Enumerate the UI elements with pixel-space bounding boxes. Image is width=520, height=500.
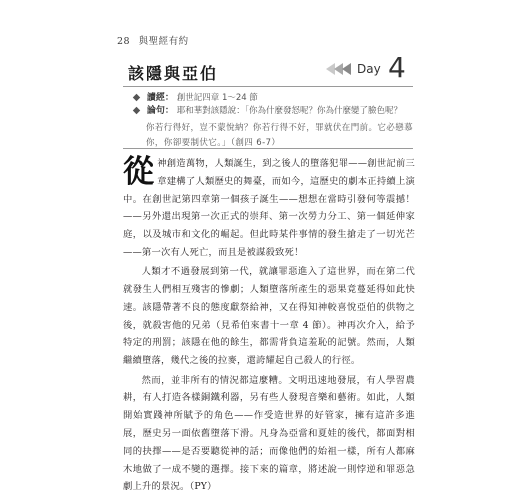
chapter-title: 該隱與亞伯 <box>128 64 219 83</box>
verse-text-2: 你若行得好，豈不蒙悅納？你若行得不好，罪就伏在門前。它必戀慕 <box>146 123 414 133</box>
paragraph-1 <box>123 155 415 262</box>
running-head <box>117 33 189 47</box>
verse-line <box>133 104 402 119</box>
paragraph-1-text: 神創造萬物，人類誕生，到之後人的墮落犯罪——創世記前三章建構了人類歷史的舞臺，而如今，這歷史的劇本正持續上演中。在創世記第四章第一個孩子誕生——想想在當時引發何等震撼！——另外還出現第一次正式的崇拜、第一次勞力分工、第一個延伸家庭，以及城市和文化的崛起。但此時某件事情的發生搶走了一切光芒——第一次有人死亡，而且是被謀殺致死！ <box>123 158 415 258</box>
paragraph-2: 人類才不過發展到第一代，就讓罪惡進入了這世界，而在第二代就發生人們相互殘害的慘劇；人類墮落所產生的惡果竟蔓延得如此快速。該隱帶著不良的態度獻祭給神，又在得知神較喜悅亞伯的供物之後，就殺害他的兄弟（見希伯來書十一章 4 節）。神再次介入，給予特定的刑罰；該隱在他的餘生，都需背負這羞恥的記號。然而，人類繼續墮落，幾代之後的拉麥，還誇耀起自己殺人的行徑。 <box>123 266 415 367</box>
divider-bottom <box>123 148 413 149</box>
body-text <box>123 155 415 496</box>
book-title: 與聖經有約 <box>138 36 189 47</box>
day-label: Day <box>357 62 381 76</box>
divider-top <box>123 86 413 87</box>
diamond-bullet-icon <box>133 94 140 101</box>
reading-value: 創世記四章 1～24 節 <box>176 93 258 103</box>
page-number: 28 <box>117 36 131 47</box>
paragraph-3: 然而，並非所有的情況都這麼糟。文明迅速地發展，有人學習農耕，有人打造各樣銅鐵利器，另有些人發現音樂和藝術。如此，人類開始實踐神所賦予的角色——作受造世界的好管家，擁有這許多進展，歷史另一面依舊墮落下滑。凡身為亞當和夏娃的後代，都面對相同的抉擇——是否要聽從神的話；而像他們的始祖一樣，所有人都麻木地做了一成不變的選擇。接下來的篇章，將述說一則悖逆和罪惡急劇上升的景況。（PY） <box>123 374 415 493</box>
day-badge <box>326 51 426 84</box>
day-number: 4 <box>388 51 406 84</box>
verse-text-3: 你，你卻要制伏它。」（創四 6-7） <box>146 138 281 148</box>
reading-label: 讀經： <box>146 93 174 103</box>
drop-cap: 從 <box>123 154 155 190</box>
verse-label: 論句： <box>146 106 174 116</box>
chevron-left-icon <box>342 63 351 75</box>
diamond-bullet-icon <box>133 107 140 114</box>
verse-text-1: 耶和華對該隱說：「你為什麼發怒呢？你為什麼變了臉色呢？ <box>176 106 403 116</box>
